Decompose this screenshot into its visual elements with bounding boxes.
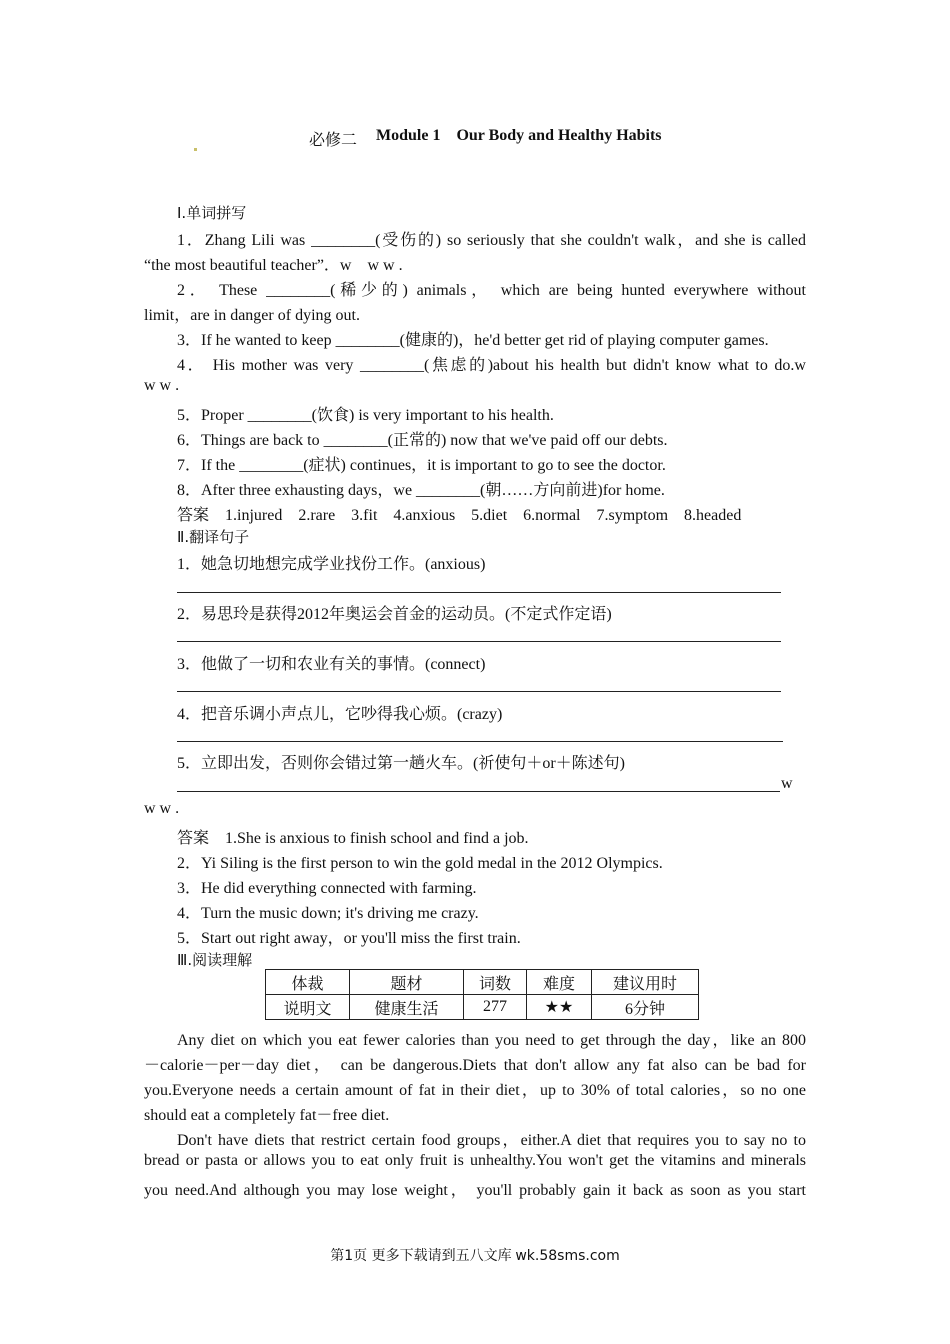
- section1-heading: Ⅰ.单词拼写: [177, 204, 247, 222]
- footer-site: wk.58sms.com: [515, 1248, 620, 1264]
- section2-q5: 5．立即出发，否则你会错过第一趟火车。(祈使句＋or＋陈述句): [177, 755, 625, 772]
- section1-q3: 3．If he wanted to keep ________(健康的)，he'd better get rid of playing computer games.: [177, 332, 769, 349]
- answer-line: [177, 592, 781, 593]
- section1-q5: 5．Proper ________(饮食) is very important to his health.: [177, 407, 554, 424]
- speck: [194, 148, 197, 151]
- answer-line: [177, 791, 780, 792]
- answer-line: [177, 691, 781, 692]
- section1-q2b: limit，are in danger of dying out.: [144, 307, 360, 324]
- table-cell: ★★: [527, 995, 592, 1020]
- section1-q8: 8．After three exhausting days，we ________(朝……方向前进)for home.: [177, 482, 665, 499]
- section3-heading: Ⅲ.阅读理解: [177, 951, 253, 969]
- table-row: [266, 995, 699, 1020]
- page-footer: [0, 1245, 950, 1265]
- section1-q2a: 2． These ________(稀少的) animals， which are being hunted everywhere without: [177, 282, 806, 299]
- table-cell: 6分钟: [592, 995, 699, 1020]
- paragraph2-line: bread or pasta or allows you to eat only fruit is unhealthy.You won't get the vitamins and minerals: [144, 1152, 806, 1169]
- paragraph2-line: Don't have diets that restrict certain food groups，either.A diet that requires you to say no to: [177, 1132, 806, 1149]
- table-cell: 277: [464, 995, 527, 1020]
- reading-info-table: [265, 969, 699, 1020]
- paragraph1-line: Any diet on which you eat fewer calories than you need to get through the day，like an 800: [177, 1032, 807, 1049]
- answer-line: [177, 741, 783, 742]
- footer-text: 第1页 更多下载请到五八文库: [330, 1248, 512, 1264]
- section2-q3: 3．他做了一切和农业有关的事情。(connect): [177, 656, 486, 673]
- section2-q5b: w w .: [144, 800, 180, 817]
- section1-q1b: “the most beautiful teacher”．w w w .: [144, 257, 403, 274]
- paragraph2-line: you need.And although you may lose weight， you'll probably gain it back as soon as you start: [144, 1182, 806, 1199]
- table-header-cell: 难度: [527, 970, 592, 995]
- section2-heading: Ⅱ.翻译句子: [177, 528, 250, 546]
- table-header-row: [266, 970, 699, 995]
- section1-q4a: 4． His mother was very ________(焦虑的)about his health but didn't know what to do.w: [177, 357, 806, 374]
- table-header-cell: 体裁: [266, 970, 350, 995]
- answer-line: [177, 641, 781, 642]
- title-en: Module 1 Our Body and Healthy Habits: [376, 127, 662, 144]
- section2-answer1: 答案 1.She is anxious to finish school and find a job.: [177, 830, 529, 847]
- paragraph1-line: －calorie－per－day diet， can be dangerous.Diets that don't allow any fat also can be bad for: [144, 1057, 807, 1074]
- section2-answer3: 3．He did everything connected with farming.: [177, 880, 477, 897]
- section2-q4: 4．把音乐调小声点儿，它吵得我心烦。(crazy): [177, 706, 503, 723]
- section1-q7: 7．If the ________(症状) continues，it is important to go to see the doctor.: [177, 457, 666, 474]
- paragraph1-line: should eat a completely fat－free diet.: [144, 1107, 390, 1124]
- section1-q1a: 1．Zhang Lili was ________(受伤的) so seriously that she couldn't walk，and she is called: [177, 232, 806, 249]
- section2-q2: 2．易思玲是获得2012年奥运会首金的运动员。(不定式作定语): [177, 606, 612, 623]
- table-header-cell: 建议用时: [592, 970, 699, 995]
- section2-answer4: 4．Turn the music down; it's driving me crazy.: [177, 905, 479, 922]
- table-header-cell: 词数: [464, 970, 527, 995]
- table-cell: 说明文: [266, 995, 350, 1020]
- paragraph1-line: you.Everyone needs a certain amount of fat in their diet，up to 30% of total calories，so no one: [144, 1082, 806, 1099]
- table-cell: 健康生活: [350, 995, 464, 1020]
- section1-q6: 6．Things are back to ________(正常的) now that we've paid off our debts.: [177, 432, 668, 449]
- section2-answer2: 2．Yi Siling is the first person to win the gold medal in the 2012 Olympics.: [177, 855, 663, 872]
- section2-q5-tail: w: [781, 775, 793, 792]
- section2-q1: 1．她急切地想完成学业找份工作。(anxious): [177, 556, 486, 573]
- title-cn: 必修二: [309, 132, 358, 149]
- section2-answer5: 5．Start out right away，or you'll miss the first train.: [177, 930, 521, 947]
- section1-q4b: w w .: [144, 377, 180, 394]
- table-header-cell: 题材: [350, 970, 464, 995]
- section1-answer: 答案 1.injured 2.rare 3.fit 4.anxious 5.diet 6.normal 7.symptom 8.headed: [177, 507, 742, 524]
